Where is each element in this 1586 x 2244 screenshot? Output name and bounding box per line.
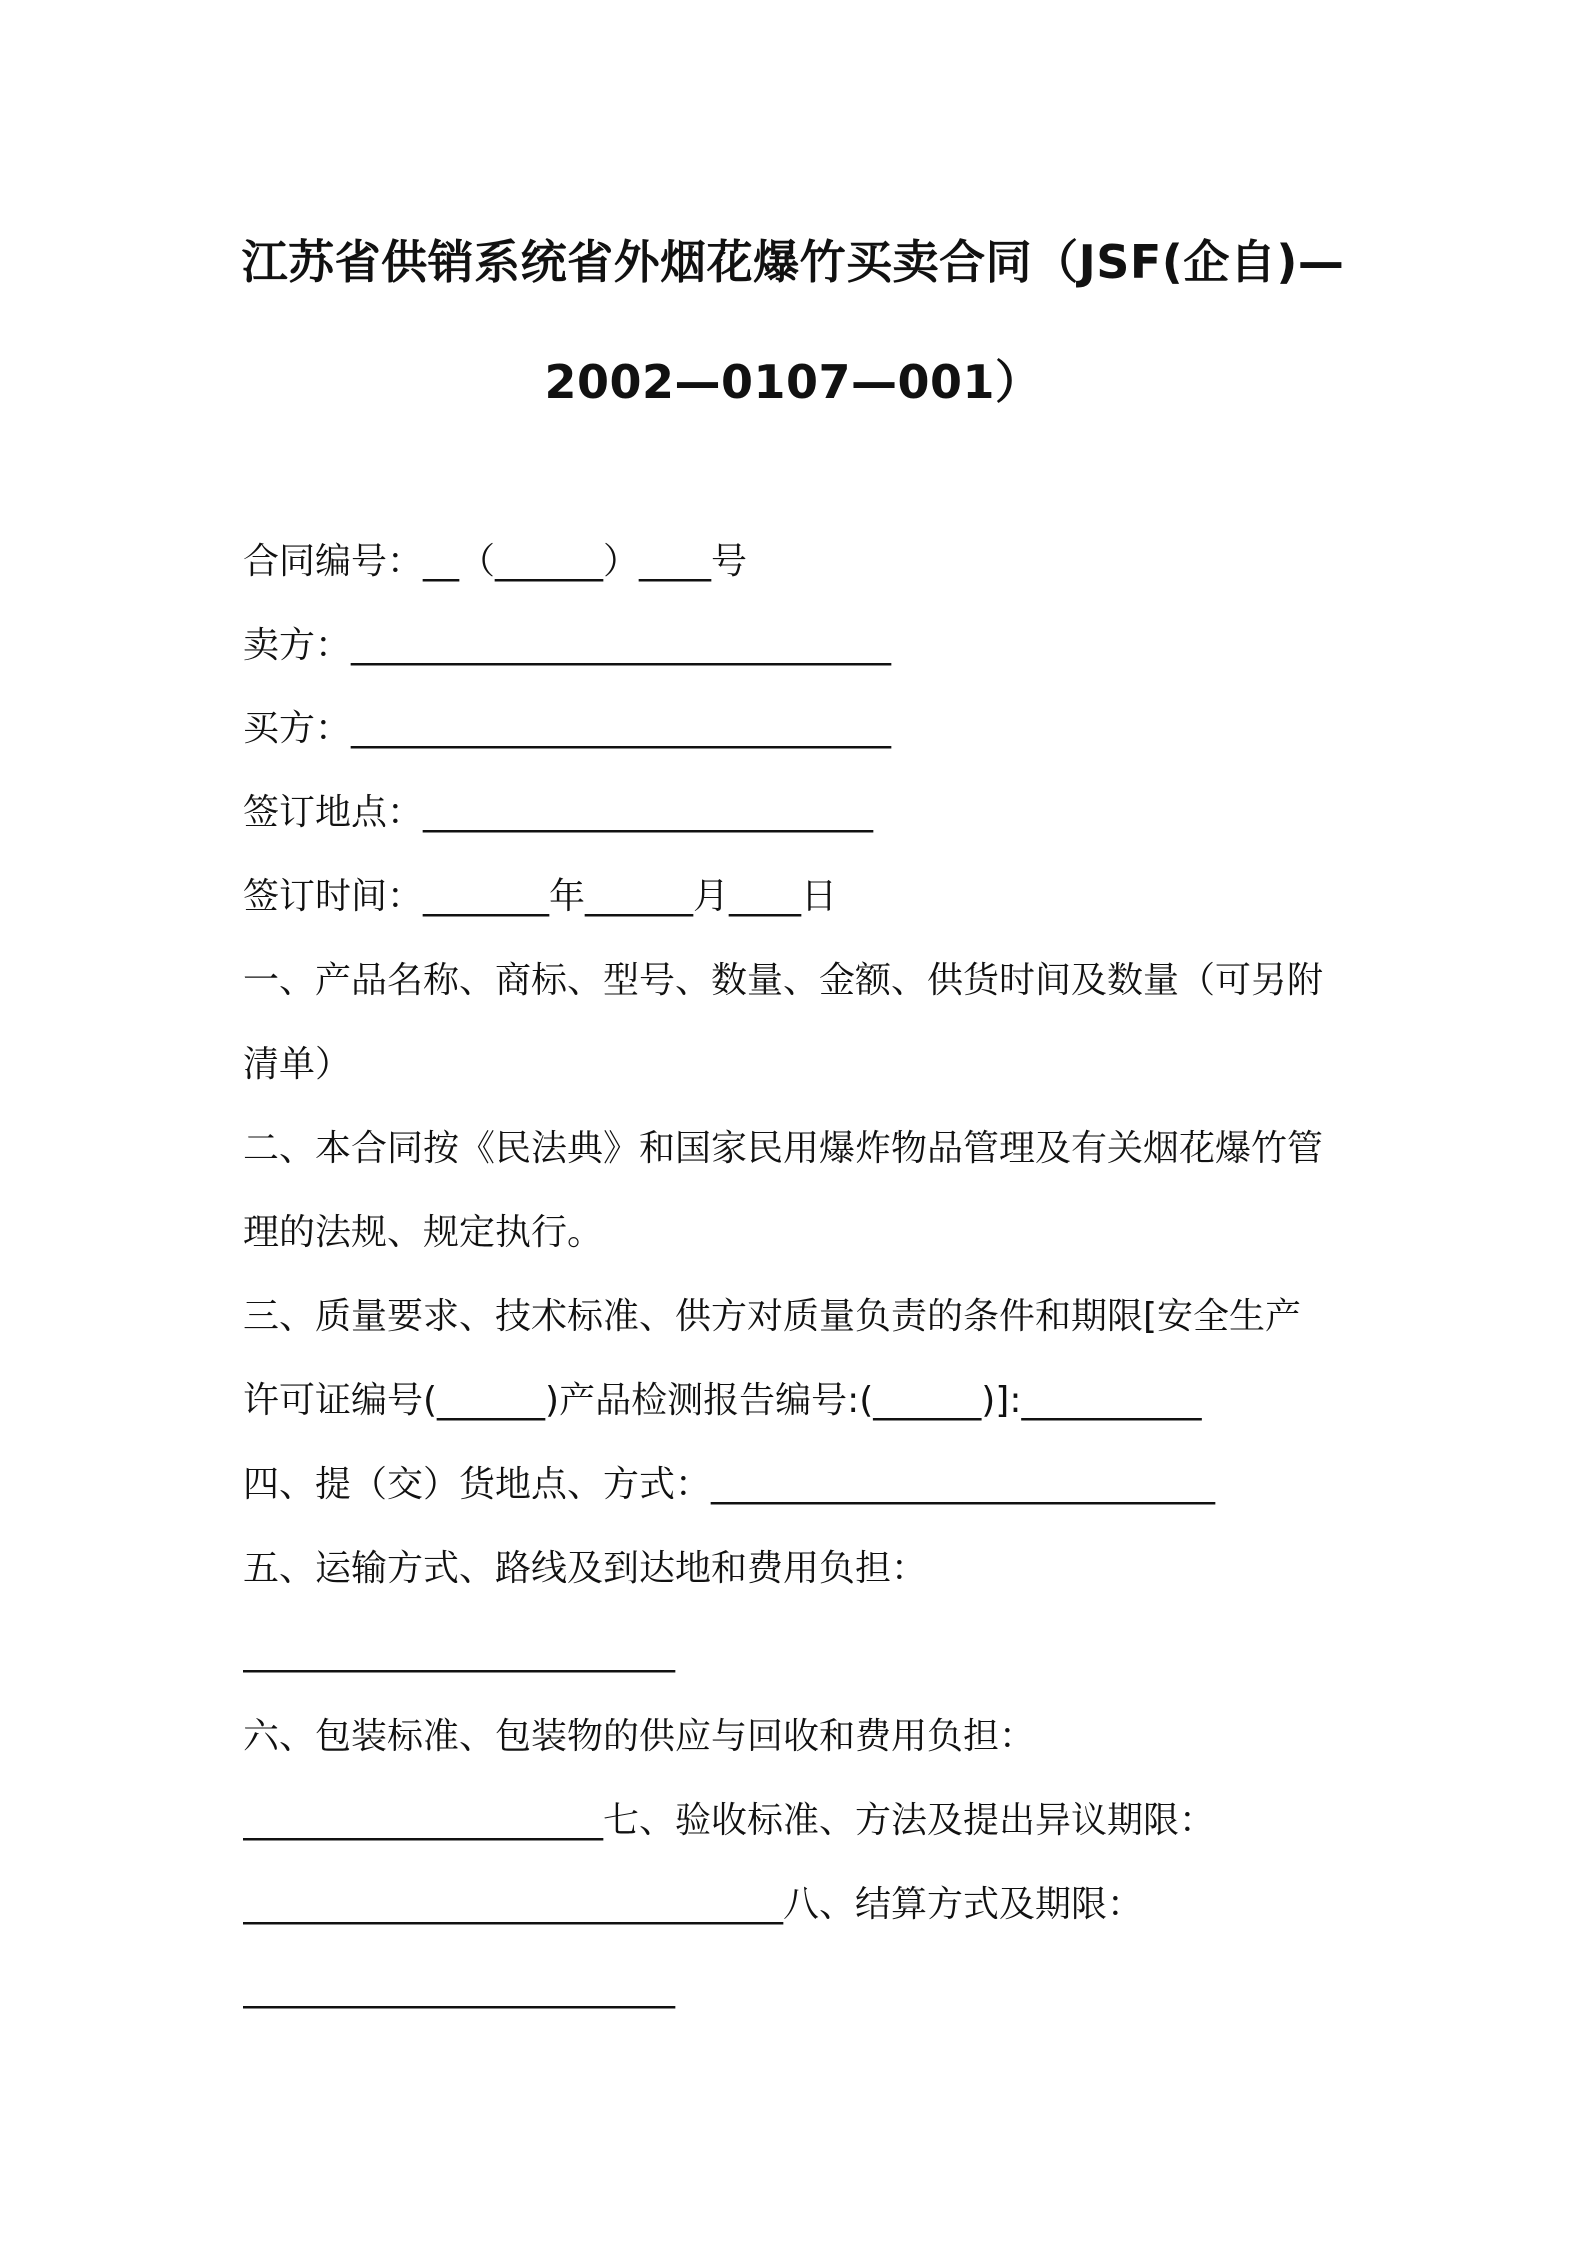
clause-2-line-2: 理的法规、规定执行。 (243, 1212, 604, 1253)
seller-line: 卖方：______________________________ (243, 625, 892, 666)
contract-title-line-2: 2002—0107—001） (544, 355, 1042, 409)
signing-date-line: 签订时间：_______年______月____日 (243, 876, 838, 917)
clause-3-line-2: 许可证编号(______)产品检测报告编号:(______)]:__________ (243, 1380, 1202, 1421)
clause-5-blank: ________________________ (243, 1632, 675, 1673)
signing-place-line: 签订地点：_________________________ (243, 792, 874, 833)
clause-4-line: 四、提（交）货地点、方式：____________________________ (243, 1464, 1216, 1505)
contract-number-line: 合同编号：__（______）____号 (243, 541, 748, 582)
clause-3-line-1: 三、质量要求、技术标准、供方对质量负责的条件和期限[安全生产 (243, 1296, 1302, 1337)
clause-7-8-line: ______________________________八、结算方式及期限： (243, 1884, 1144, 1925)
clause-6-line-1: 六、包装标准、包装物的供应与回收和费用负担： (243, 1716, 1036, 1757)
clause-1-line-2: 清单） (243, 1044, 352, 1085)
clause-5-line-1: 五、运输方式、路线及到达地和费用负担： (243, 1548, 928, 1589)
buyer-line: 买方：______________________________ (243, 708, 892, 749)
contract-title-line-1: 江苏省供销系统省外烟花爆竹买卖合同（JSF(企自)— (241, 235, 1345, 289)
clause-6-7-line: ____________________七、验收标准、方法及提出异议期限： (243, 1800, 1216, 1841)
clause-2-line-1: 二、本合同按《民法典》和国家民用爆炸物品管理及有关烟花爆竹管 (243, 1128, 1324, 1169)
clause-1-line-1: 一、产品名称、商标、型号、数量、金额、供货时间及数量（可另附 (243, 960, 1324, 1001)
clause-8-blank: ________________________ (243, 1968, 675, 2009)
